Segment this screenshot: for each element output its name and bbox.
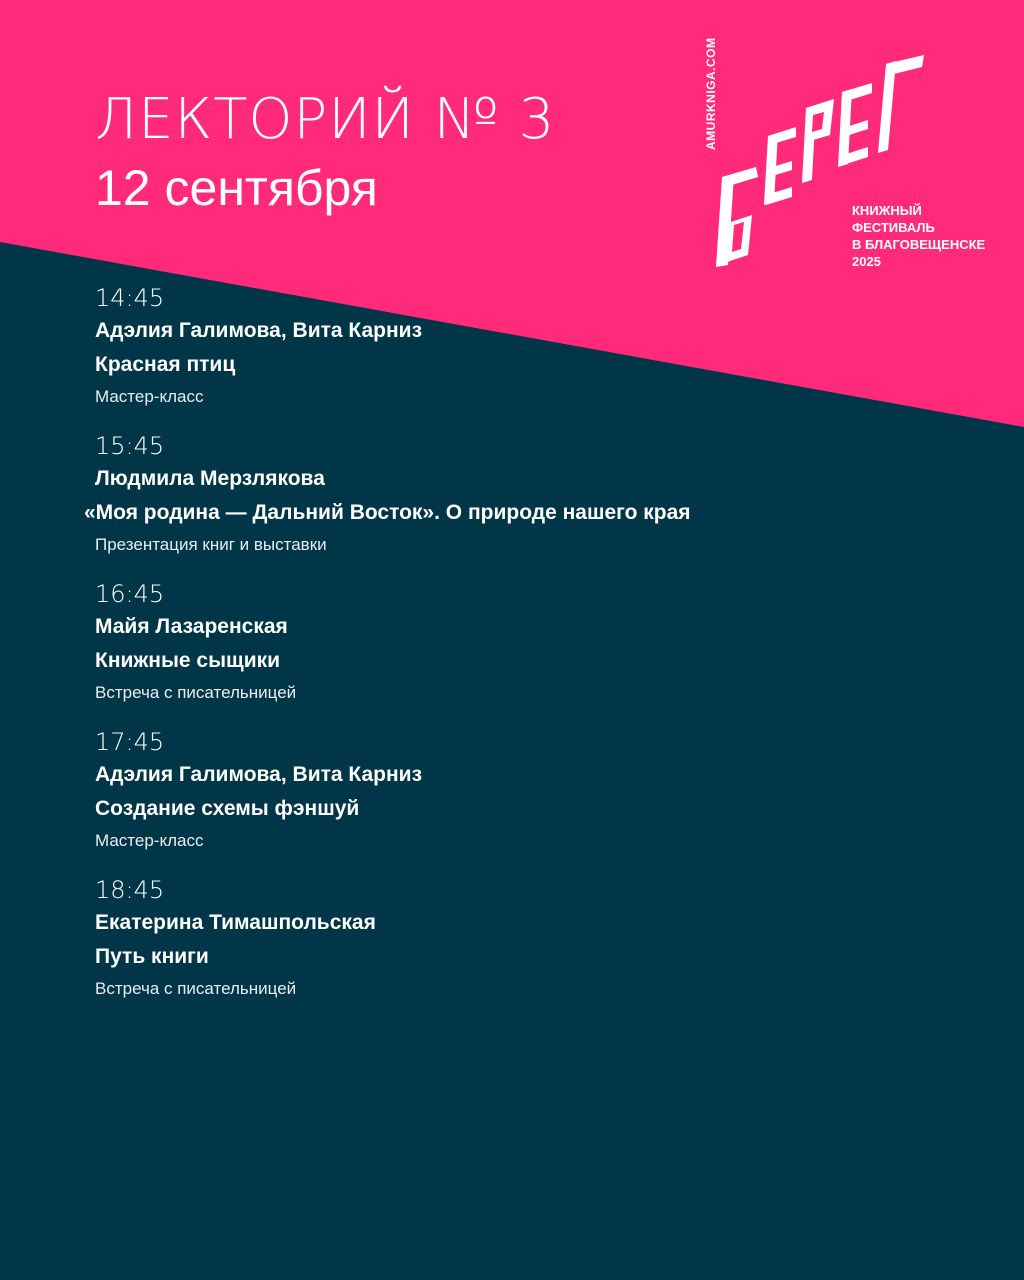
logo-subtitle-line: В БЛАГОВЕЩЕНСКЕ <box>852 237 986 252</box>
schedule-item <box>95 726 995 856</box>
event-time: 17:45 <box>95 728 165 756</box>
event-time: 14:45 <box>95 284 165 312</box>
event-topic: Книжные сыщики <box>95 649 281 672</box>
event-time: 15:45 <box>95 432 165 460</box>
event-time: 16:45 <box>95 580 165 608</box>
event-format: Мастер-класс <box>95 387 204 406</box>
schedule-item <box>95 578 995 708</box>
event-speaker: Людмила Мерзлякова <box>95 467 325 490</box>
event-speaker: Майя Лазаренская <box>95 615 288 638</box>
logo-subtitle-line: ФЕСТИВАЛЬ <box>852 220 935 235</box>
event-speaker: Адэлия Галимова, Вита Карниз <box>95 319 423 342</box>
event-topic: Путь книги <box>95 945 209 968</box>
logo-subtitle-line: КНИЖНЫЙ <box>852 203 922 218</box>
page-title: ЛЕКТОРИЙ № 3 <box>95 87 556 152</box>
schedule-list <box>84 282 995 1022</box>
event-format: Презентация книг и выставки <box>95 535 327 554</box>
event-format: Встреча с писательницей <box>95 979 297 998</box>
event-speaker: Екатерина Тимашпольская <box>95 911 376 934</box>
schedule-item <box>95 282 995 412</box>
event-format: Встреча с писательницей <box>95 683 297 702</box>
event-topic: «Моя родина — Дальний Восток». О природе нашего края <box>84 501 691 524</box>
logo-subtitle-line: 2025 <box>852 254 881 269</box>
schedule-item <box>95 874 995 1004</box>
event-topic: Создание схемы фэншуй <box>95 797 360 820</box>
event-format: Мастер-класс <box>95 831 204 850</box>
event-date: 12 сентября <box>95 160 378 216</box>
event-time: 18:45 <box>95 876 165 904</box>
logo-url: AMURKNIGA.COM <box>704 37 718 150</box>
event-topic: Красная птиц <box>95 353 236 376</box>
event-speaker: Адэлия Галимова, Вита Карниз <box>95 763 423 786</box>
schedule-item <box>84 430 995 560</box>
logo-subtitle <box>852 202 985 270</box>
